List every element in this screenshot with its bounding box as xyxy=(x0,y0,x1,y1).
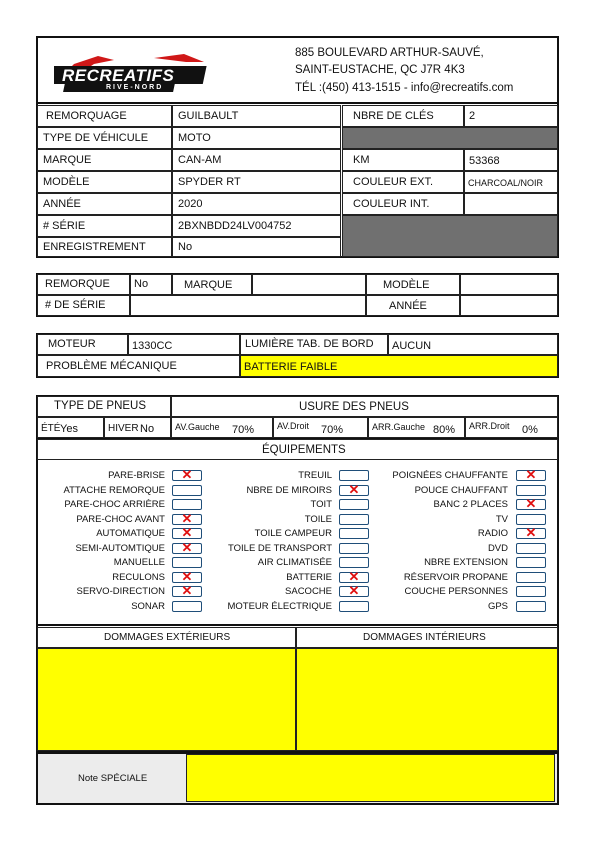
equipment-label: POIGNÉES CHAUFFANTE xyxy=(392,470,508,481)
annee-cell xyxy=(172,193,341,215)
moteur-label: MOTEUR xyxy=(48,338,96,350)
cles-label: NBRE DE CLÉS xyxy=(353,110,434,122)
marque-cell xyxy=(172,149,341,171)
couleur-ext-label: COULEUR EXT. xyxy=(353,176,434,188)
trailer-modele-cell xyxy=(460,274,558,295)
equipment-checkbox[interactable] xyxy=(172,583,202,598)
check-x-icon: ✕ xyxy=(525,525,537,540)
equipment-checkbox[interactable] xyxy=(516,514,546,525)
check-x-icon: ✕ xyxy=(525,467,537,482)
company-logo xyxy=(54,50,214,94)
equipment-label: RADIO xyxy=(477,528,508,539)
equipment-checkbox[interactable] xyxy=(516,586,546,597)
equipment-checkbox[interactable] xyxy=(339,481,369,497)
type-value: MOTO xyxy=(178,132,211,144)
equipment-checkbox[interactable] xyxy=(516,467,546,482)
lumiere-cell xyxy=(388,334,558,355)
arr-gauche-cell xyxy=(368,417,465,438)
remorque-label-cell xyxy=(37,274,130,295)
gray-block-2 xyxy=(342,215,558,257)
modele-cell xyxy=(172,171,341,193)
trailer-annee-label-cell xyxy=(366,295,460,316)
type-label: TYPE DE VÉHICULE xyxy=(43,132,149,144)
equipment-checkbox[interactable] xyxy=(339,543,369,554)
serie-cell xyxy=(172,215,341,237)
equipment-label: SEMI-AUTOMTIQUE xyxy=(75,542,165,554)
equipment-label: TOILE DE TRANSPORT xyxy=(228,542,332,554)
address-line2: SAINT-EUSTACHE, QC J7R 4K3 xyxy=(295,64,465,76)
marque-value: CAN-AM xyxy=(178,154,222,166)
equipment-checkbox[interactable] xyxy=(339,499,369,510)
ete-label: ÉTÉ xyxy=(41,423,61,434)
gray-block-1 xyxy=(342,127,558,149)
equipment-checkbox[interactable] xyxy=(172,467,202,482)
equipment-label: TOILE CAMPEUR xyxy=(254,528,332,539)
equipment-label: BANC 2 PLACES xyxy=(433,499,508,510)
damages-ext-header xyxy=(37,627,296,648)
equipment-label: GPS xyxy=(487,600,508,612)
equipment-label: MOTEUR ÉLECTRIQUE xyxy=(227,600,332,612)
equipment-label: TV xyxy=(495,513,508,525)
equipment-checkbox[interactable] xyxy=(516,485,546,496)
couleur-ext-value: CHARCOAL/NOIR xyxy=(468,178,544,188)
equipment-checkbox[interactable] xyxy=(339,528,369,539)
logo-subtext: RIVE-NORD xyxy=(106,84,164,91)
km-value: 53368 xyxy=(469,155,500,167)
modele-label: MODÈLE xyxy=(43,176,90,188)
equipment-checkbox[interactable] xyxy=(516,496,546,511)
equipment-checkbox[interactable] xyxy=(339,568,369,584)
marque-label: MARQUE xyxy=(43,154,92,166)
equipment-checkbox[interactable] xyxy=(172,557,202,568)
equipment-checkbox[interactable] xyxy=(339,557,369,568)
remorquage-value: GUILBAULT xyxy=(178,110,239,122)
equipment-checkbox[interactable] xyxy=(516,543,546,554)
probleme-label: PROBLÈME MÉCANIQUE xyxy=(46,360,177,372)
equipment-label: SERVO-DIRECTION xyxy=(76,586,165,597)
trailer-annee-label: ANNÉE xyxy=(389,300,427,312)
probleme-label-cell xyxy=(37,355,240,377)
equipment-label: AUTOMATIQUE xyxy=(96,528,165,539)
tire-usure-header xyxy=(171,396,558,417)
equipment-label: SACOCHE xyxy=(285,586,332,597)
couleur-int-label: COULEUR INT. xyxy=(353,198,430,210)
trailer-annee-cell xyxy=(460,295,558,316)
ete-cell xyxy=(37,417,104,438)
check-x-icon: ✕ xyxy=(181,525,193,540)
arr-droit-value: 0% xyxy=(522,424,538,436)
equipment-label: NBRE DE MIROIRS xyxy=(246,484,332,496)
type-cell xyxy=(172,127,341,149)
equipment-label: MANUELLE xyxy=(113,557,165,568)
av-gauche-label: AV.Gauche xyxy=(175,422,220,432)
probleme-cell xyxy=(240,355,558,377)
check-x-icon: ✕ xyxy=(348,583,360,598)
equipment-label: PARE-CHOC ARRIÈRE xyxy=(64,499,165,510)
trailer-serie-label: # DE SÉRIE xyxy=(45,299,106,311)
annee-label-cell xyxy=(37,193,172,215)
equipment-label: NBRE EXTENSION xyxy=(424,557,508,568)
annee-value: 2020 xyxy=(178,198,203,210)
tire-type-header xyxy=(37,396,171,417)
damages-int-area[interactable] xyxy=(296,648,558,751)
trailer-serie-label-cell xyxy=(37,295,130,316)
enregistrement-cell xyxy=(172,237,341,257)
lumiere-label-cell xyxy=(240,334,388,355)
av-droit-label: AV.Droit xyxy=(277,421,310,431)
km-label-cell xyxy=(342,149,464,171)
equipment-checkbox[interactable] xyxy=(339,470,369,481)
damages-int-header xyxy=(296,627,558,648)
trailer-serie-cell xyxy=(130,295,366,316)
check-x-icon: ✕ xyxy=(348,481,360,497)
trailer-marque-cell xyxy=(252,274,366,295)
trailer-modele-label-cell xyxy=(366,274,460,295)
enregistrement-value: No xyxy=(178,241,193,253)
equipment-checkbox[interactable] xyxy=(172,568,202,584)
equipment-checkbox[interactable] xyxy=(172,499,202,510)
arr-gauche-label: ARR.Gauche xyxy=(372,422,426,432)
av-droit-cell xyxy=(273,417,368,438)
tire-usure-label: USURE DES PNEUS xyxy=(299,401,409,413)
marque-label-cell xyxy=(37,149,172,171)
equipment-label: COUCHE PERSONNES xyxy=(404,586,508,597)
modele-label-cell xyxy=(37,171,172,193)
serie-label: # SÉRIE xyxy=(43,220,86,232)
check-x-icon: ✕ xyxy=(181,539,193,555)
check-x-icon: ✕ xyxy=(525,496,537,511)
enregistrement-label: ENREGISTREMENT xyxy=(43,241,146,253)
equipment-label: TOIT xyxy=(310,499,332,510)
remorque-cell xyxy=(130,274,172,295)
serie-label-cell xyxy=(37,215,172,237)
damages-ext-area[interactable] xyxy=(37,648,296,751)
remorque-value: No xyxy=(134,278,149,290)
remorque-label: REMORQUE xyxy=(45,278,110,290)
lumiere-value: AUCUN xyxy=(392,340,432,352)
equipment-header xyxy=(37,439,558,460)
lumiere-label: LUMIÈRE TAB. DE BORD xyxy=(245,338,374,350)
equipment-label: TREUIL xyxy=(298,470,332,481)
couleur-int-label-cell xyxy=(342,193,464,215)
tire-type-label: TYPE DE PNEUS xyxy=(54,400,147,412)
couleur-int-cell xyxy=(464,193,558,215)
remorquage-cell xyxy=(172,105,341,127)
arr-droit-label: ARR.Droit xyxy=(469,421,510,431)
equipment-checkbox[interactable] xyxy=(172,485,202,496)
av-gauche-cell xyxy=(171,417,273,438)
arr-droit-cell xyxy=(465,417,558,438)
trailer-marque-label: MARQUE xyxy=(184,279,233,291)
equipment-checkbox[interactable] xyxy=(339,583,369,598)
cles-value: 2 xyxy=(469,110,476,122)
annee-label: ANNÉE xyxy=(43,198,81,210)
cles-cell xyxy=(464,105,558,127)
damages-ext-label: DOMMAGES EXTÉRIEURS xyxy=(104,632,231,643)
contact-line: TÉL :(450) 413-1515 - info@recreatifs.com xyxy=(295,82,514,94)
equipment-label: PARE-BRISE xyxy=(108,470,165,481)
remorquage-label: REMORQUAGE xyxy=(46,110,127,122)
equipment-label: BATTERIE xyxy=(286,571,332,583)
trailer-modele-label: MODÈLE xyxy=(383,279,430,291)
av-droit-value: 70% xyxy=(321,424,344,436)
hiver-cell xyxy=(104,417,171,438)
equipment-list xyxy=(37,460,558,625)
equipment-label: AIR CLIMATISÉE xyxy=(257,557,332,568)
ete-value: Yes xyxy=(60,423,78,435)
equipment-label: PARE-CHOC AVANT xyxy=(76,513,165,525)
address-line1: 885 BOULEVARD ARTHUR-SAUVÉ, xyxy=(295,47,484,59)
modele-value: SPYDER RT xyxy=(178,176,241,188)
enregistrement-label-cell xyxy=(37,237,172,257)
equipment-checkbox[interactable] xyxy=(172,601,202,612)
moteur-value: 1330CC xyxy=(132,340,173,352)
note-area[interactable] xyxy=(186,754,555,802)
hiver-label: HIVER xyxy=(108,423,139,434)
moteur-cell xyxy=(128,334,240,355)
cles-label-cell xyxy=(342,105,464,127)
equipment-label: ATTACHE REMORQUE xyxy=(63,484,165,496)
moteur-label-cell xyxy=(37,334,128,355)
equipment-checkbox[interactable] xyxy=(339,514,369,525)
serie-value: 2BXNBDD24LV004752 xyxy=(178,220,292,232)
equipment-label: DVD xyxy=(487,542,508,554)
equipment-checkbox[interactable] xyxy=(172,510,202,526)
km-cell xyxy=(464,149,558,171)
equipment-checkbox[interactable] xyxy=(516,601,546,612)
probleme-value: BATTERIE FAIBLE xyxy=(244,361,338,373)
equipment-checkbox[interactable] xyxy=(172,539,202,555)
equipment-checkbox[interactable] xyxy=(516,525,546,540)
header xyxy=(36,36,559,104)
arr-gauche-value: 80% xyxy=(433,424,456,436)
couleur-ext-cell xyxy=(464,171,558,193)
logo-text: RECREATIFS xyxy=(62,66,175,85)
equipment-checkbox[interactable] xyxy=(516,572,546,583)
check-x-icon: ✕ xyxy=(348,568,360,584)
km-label: KM xyxy=(353,154,370,166)
equipment-label: RECULONS xyxy=(112,571,165,583)
damages-int-label: DOMMAGES INTÉRIEURS xyxy=(363,632,486,643)
remorquage-label-cell xyxy=(37,105,172,127)
equipment-title: ÉQUIPEMENTS xyxy=(262,444,346,456)
equipment-checkbox[interactable] xyxy=(516,557,546,568)
equipment-checkbox[interactable] xyxy=(339,601,369,612)
note-label: Note SPÉCIALE xyxy=(78,773,148,784)
equipment-checkbox[interactable] xyxy=(172,525,202,540)
check-x-icon: ✕ xyxy=(181,467,193,482)
trailer-marque-label-cell xyxy=(172,274,252,295)
hiver-value: No xyxy=(140,423,155,435)
equipment-label: POUCE CHAUFFANT xyxy=(414,484,508,496)
couleur-ext-label-cell xyxy=(342,171,464,193)
av-gauche-value: 70% xyxy=(232,424,255,436)
equipment-label: SONAR xyxy=(131,600,165,612)
check-x-icon: ✕ xyxy=(181,583,193,598)
equipment-label: TOILE xyxy=(304,513,332,525)
type-label-cell xyxy=(37,127,172,149)
check-x-icon: ✕ xyxy=(181,568,193,584)
check-x-icon: ✕ xyxy=(181,510,193,526)
equipment-label: RÉSERVOIR PROPANE xyxy=(403,571,508,583)
